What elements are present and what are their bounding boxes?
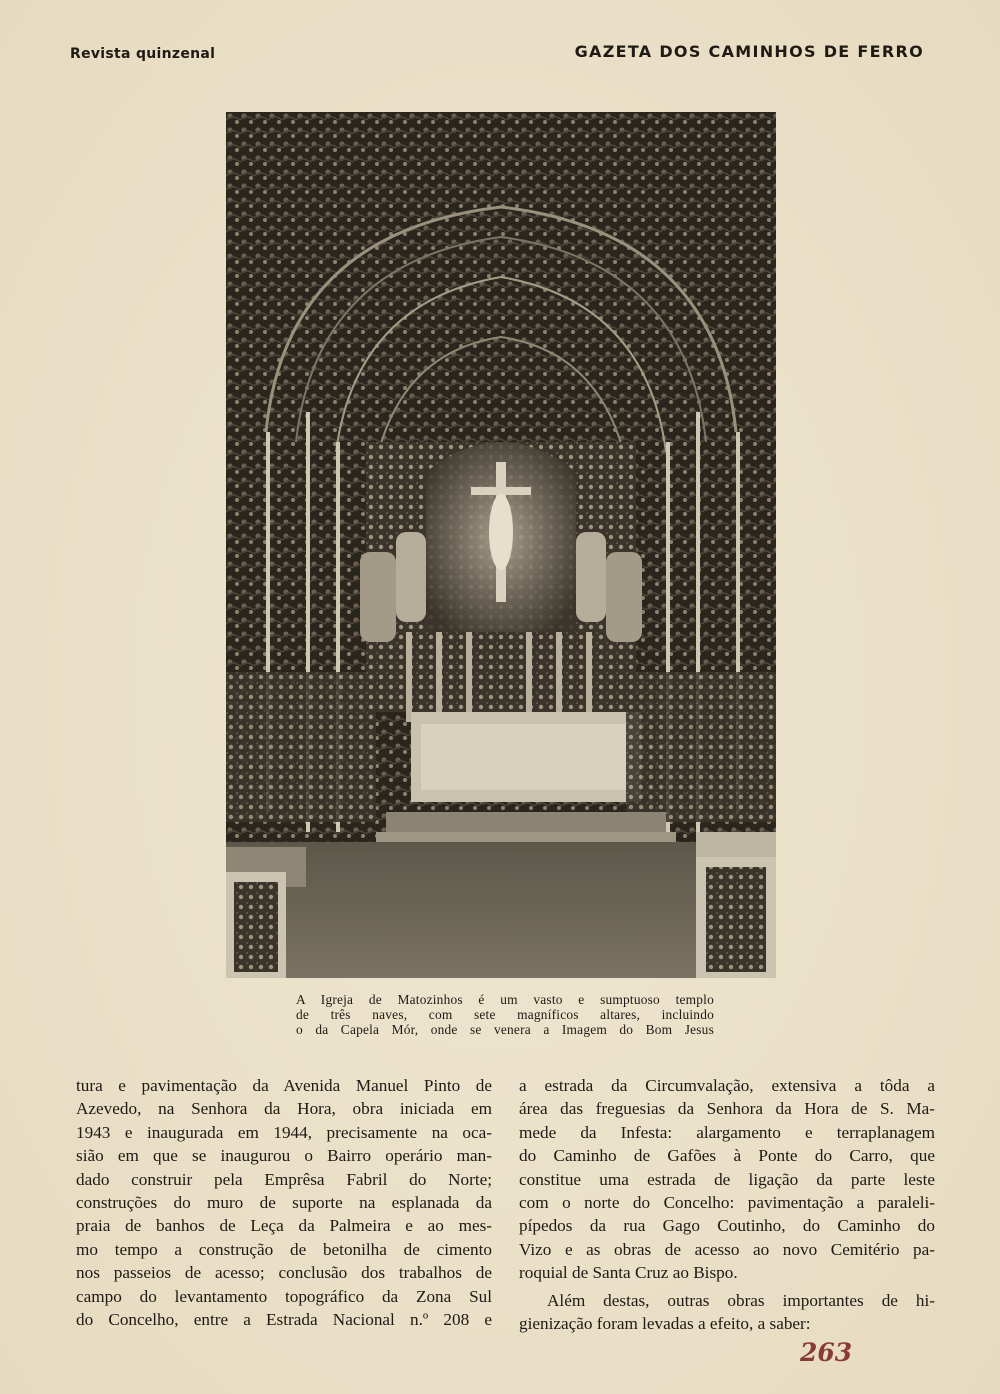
page-number: 263 <box>800 1338 853 1367</box>
running-header-left: Revista quinzenal <box>70 46 216 62</box>
caption-line: o da Capela Mór, onde se venera a Imagem do Bom Jesus <box>296 1022 714 1037</box>
running-header-title: GAZETA DOS CAMINHOS DE FERRO <box>574 42 924 61</box>
altar-photo-drawing <box>226 112 776 978</box>
text-line: a estrada da Circumvalação, extensiva a tôda a <box>519 1076 935 1095</box>
text-line: Azevedo, na Senhora da Hora, obra iniciada em <box>76 1099 492 1119</box>
text-line: Vizo e as obras de acesso ao novo Cemitério pa- <box>519 1239 935 1259</box>
text-line: área das freguesias da Senhora da Hora de S. Ma- <box>519 1099 935 1119</box>
text-line: nos passeios de acesso; conclusão dos trabalhos de <box>76 1263 492 1283</box>
text-line: sião em que se inaugurou o Bairro operário man- <box>76 1146 492 1166</box>
text-line: praia de banhos de Leça da Palmeira e ao mes- <box>76 1216 492 1236</box>
caption-line: A Igreja de Matozinhos é um vasto e sumptuoso templo <box>296 992 714 1007</box>
text-line: pípedos da rua Gago Coutinho, do Caminho do <box>519 1216 935 1236</box>
text-line: mo tempo a construção de betonilha de cimento <box>76 1239 492 1259</box>
text-line: do Concelho, entre a Estrada Nacional n.º 208 e <box>76 1310 492 1330</box>
text-line: campo do levantamento topográfico da Zona Sul <box>76 1286 492 1306</box>
text-column-right <box>519 1074 935 1335</box>
caption-line: de três naves, com sete magníficos altares, incluindo <box>296 1007 714 1022</box>
text-line: constitue uma estrada de ligação da parte leste <box>519 1169 935 1189</box>
text-line: gienização foram levadas a efeito, a saber: <box>519 1314 811 1334</box>
text-column-left <box>76 1074 492 1331</box>
church-altar-photo <box>226 112 776 978</box>
text-line: mede da Infesta: alargamento e terraplanagem <box>519 1122 935 1142</box>
text-line: roquial de Santa Cruz ao Bispo. <box>519 1263 738 1283</box>
text-line: tura e pavimentação da Avenida Manuel Pinto de <box>76 1076 492 1095</box>
text-line: com o norte do Concelho: pavimentação a paraleli- <box>519 1193 935 1213</box>
text-line: dado construir pela Emprêsa Fabril do Norte; <box>76 1169 492 1189</box>
paragraph-start-line: Além destas, outras obras importantes de hi- <box>547 1290 935 1310</box>
photo-caption <box>296 992 714 1037</box>
text-line: 1943 e inaugurada em 1944, precisamente na oca- <box>76 1122 492 1142</box>
text-line: do Caminho de Gafões à Ponte do Carro, que <box>519 1146 935 1166</box>
text-line: construções do muro de suporte na esplanada da <box>76 1193 492 1213</box>
